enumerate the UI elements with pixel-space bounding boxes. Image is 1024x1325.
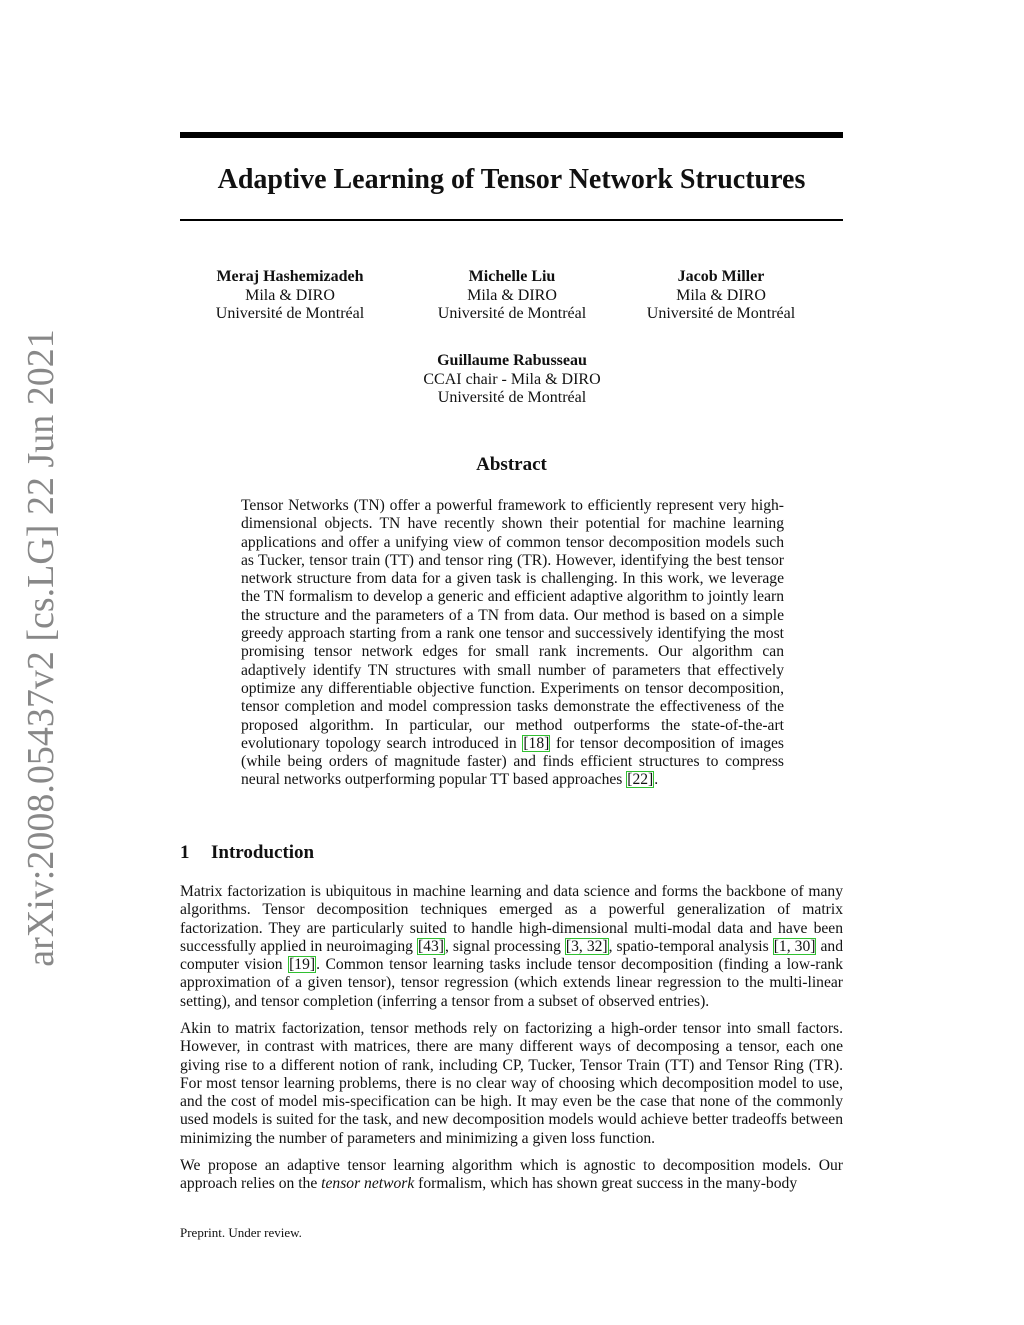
citation-link[interactable]: [43] — [417, 937, 444, 955]
citation-link[interactable]: [19] — [289, 956, 316, 974]
title-top-rule — [180, 132, 843, 138]
emphasis-text: tensor network — [321, 1175, 415, 1193]
author-affiliation: CCAI chair - Mila & DIRO — [423, 370, 601, 388]
citation-link[interactable]: [18] — [523, 734, 550, 752]
author-name: Meraj Hashemizadeh — [216, 268, 364, 285]
title-bottom-rule — [180, 219, 843, 221]
preprint-footer: Preprint. Under review. — [180, 1225, 302, 1240]
abstract-heading: Abstract — [476, 454, 547, 475]
section-heading — [180, 842, 314, 864]
author-block — [606, 268, 836, 324]
author-name: Guillaume Rabusseau — [437, 352, 587, 369]
author-affiliation: Mila & DIRO — [676, 286, 766, 304]
abstract-text: Tensor Networks (TN) offer a powerful framework to efficiently represent very high-dimensional objects. TN have recently shown their potential for machine learning applications and offer a unifying view of common tensor decomposition models such as Tucker, tensor train (TT) and tensor ring (TR). However, identifying the best tensor network structure from data for a given task is challenging. In this work, we leverage the TN formalism to develop a generic and efficient adaptive algorithm to jointly learn the structure and the parameters of a TN from data. Our method is based on a simple greedy approach starting from a rank one tensor and successively identifying the most promising tensor network edges for small rank increments. Our algorithm can adaptively identify TN structures with small number of parameters that effectively optimize any differentiable objective function. Experiments on tensor decomposition, tensor completion and model compression tasks demonstrate the effectiveness of the proposed algorithm. In particular, our method outperforms the state-of-the-art evolutionary topology search introduced in — [241, 497, 784, 752]
author-block — [397, 268, 627, 324]
abstract-text: for tensor decomposition of images (while being orders of magnitude faster) and finds efficient structures to compress neural networks outperforming popular TT based approaches — [241, 734, 785, 789]
paragraph-text: , signal processing — [444, 937, 565, 955]
intro-paragraph — [180, 883, 843, 1011]
intro-paragraph: Akin to matrix factorization, tensor methods rely on factorizing a high-order tensor into small factors. However, in contrast with matrices, there are many different ways of decomposing a tensor, each one giving rise to a different notion of rank, including CP, Tucker, Tensor Train (TT) and Tensor Ring (TR). For most tensor learning problems, there is no clear way of choosing which decomposition model to use, and the cost of model mis-specification can be high. It may even be the case that none of the commonly used models is suited for the task, and new decomposition models would achieve better tradeoffs between minimizing the number of parameters and minimizing a given loss function. — [180, 1020, 843, 1147]
citation-link[interactable]: [22] — [627, 771, 654, 789]
section-number: 1 — [180, 842, 190, 863]
author-institution: Université de Montréal — [215, 305, 365, 322]
section-title: Introduction — [211, 842, 315, 863]
author-affiliation: Mila & DIRO — [467, 286, 557, 304]
author-institution: Université de Montréal — [437, 305, 587, 322]
paragraph-text: formalism, which has shown great success in the many-body — [414, 1175, 798, 1193]
citation-link[interactable]: [1, 30] — [773, 937, 816, 955]
paragraph-text: . Common tensor learning tasks include tensor decomposition (finding a low-rank approximation of a given tensor), tensor regression (which extends linear regression to the multi-linear setting), and tensor completion (inferring a tensor from a subset of observed entries). — [180, 956, 843, 1010]
author-block — [175, 268, 405, 324]
paragraph-text: Matrix factorization is ubiquitous in machine learning and data science and forms the backbone of many algorithms. Tensor decomposition techniques emerged as a powerful generalization of matrix factorization. They are particularly suited to handle high-dimensional multi-modal data and have been successfully applied in neuroimaging — [180, 883, 843, 955]
author-block — [397, 352, 627, 408]
author-affiliation: Mila & DIRO — [245, 286, 335, 304]
abstract-body — [241, 497, 784, 790]
paragraph-text: , spatio-temporal analysis — [608, 937, 773, 955]
author-institution: Université de Montréal — [646, 305, 796, 322]
author-institution: Université de Montréal — [437, 389, 587, 406]
intro-paragraph — [180, 1157, 843, 1194]
abstract-text: . — [654, 771, 659, 789]
paper-title: Adaptive Learning of Tensor Network Structures — [217, 164, 806, 195]
author-name: Jacob Miller — [677, 268, 765, 285]
arxiv-identifier: arXiv:2008.05437v2 [cs.LG] 22 Jun 2021 — [20, 329, 62, 967]
citation-link[interactable]: [3, 32] — [565, 937, 608, 955]
paragraph-text: and computer vision — [180, 937, 844, 974]
author-name: Michelle Liu — [468, 268, 556, 285]
paragraph-text: We propose an adaptive tensor learning algorithm which is agnostic to decomposition models. Our approach relies on the — [180, 1157, 843, 1193]
